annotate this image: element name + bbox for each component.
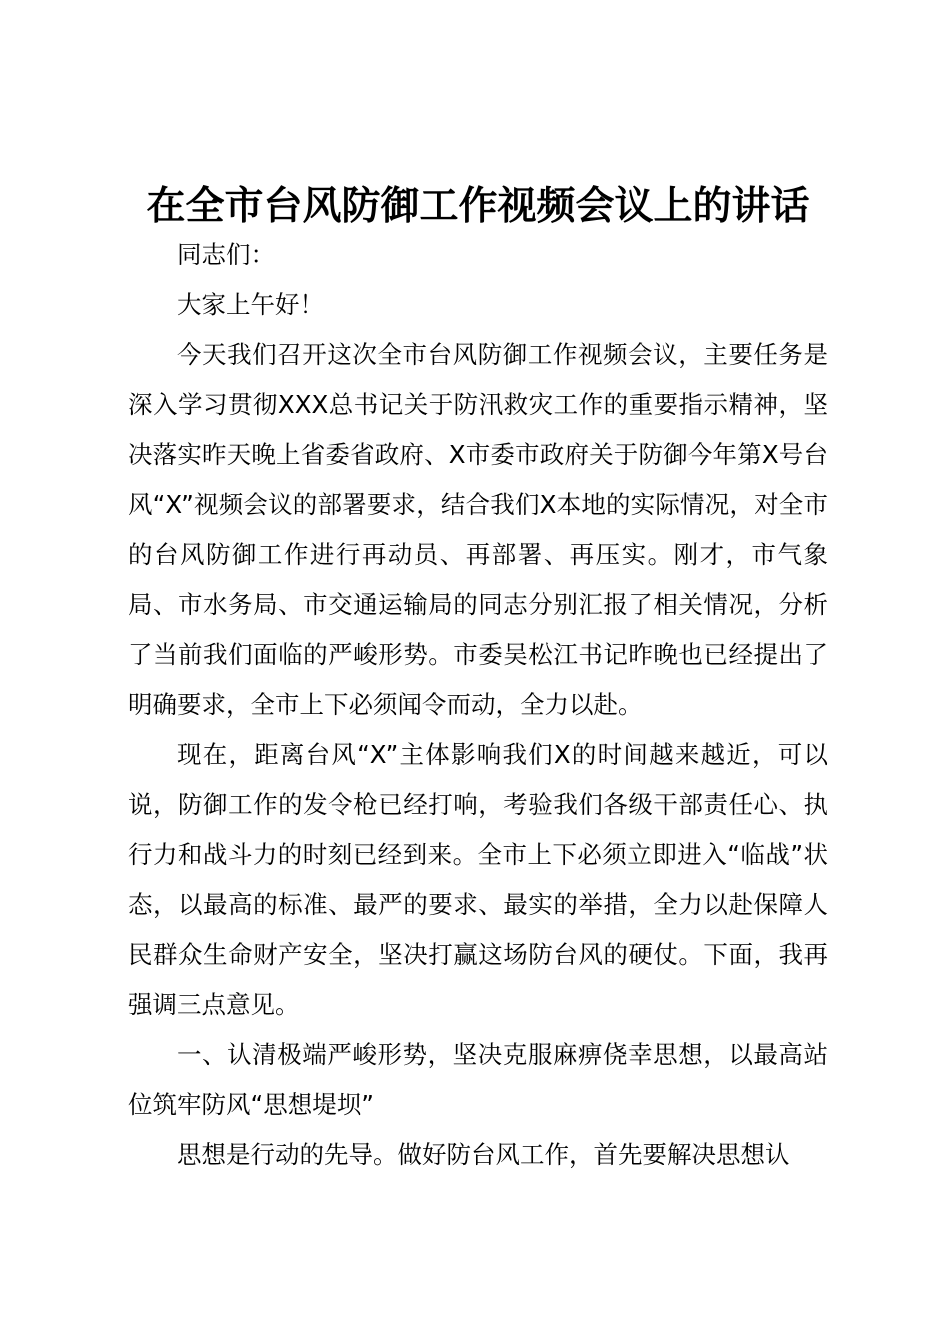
document-body: [128, 230, 828, 1180]
greeting: 大家上午好！: [177, 290, 324, 319]
paragraph-meeting-purpose: 今天我们召开这次全市台风防御工作视频会议，主要任务是深入学习贯彻XXX总书记关于防汛救灾工作的重要指示精神，坚决落实昨天晚上省委省政府、X市委市政府关于防御今年第X号台风“X”视频会议的部署要求，结合我们X本地的实际情况，对全市的台风防御工作进行再动员、再部署、再压实。刚才，市气象局、市水务局、市交通运输局的同志分别汇报了相关情况，分析了当前我们面临的严峻形势。市委吴松江书记昨晚也已经提出了明确要求，全市上下必须闻令而动，全力以赴。: [128, 340, 828, 719]
document-title: 在全市台风防御工作视频会议上的讲话: [146, 183, 810, 229]
salutation: 同志们：: [177, 240, 275, 269]
paragraph-section-1-intro: 思想是行动的先导。做好防台风工作，首先要解决思想认: [177, 1140, 790, 1169]
paragraph-current-situation: 现在，距离台风“X”主体影响我们X的时间越来越近，可以说，防御工作的发令枪已经打响，考验我们各级干部责任心、执行力和战斗力的时刻已经到来。全市上下必须立即进入“临战”状态，以最高的标准、最严的要求、最实的举措，全力以赴保障人民群众生命财产安全，坚决打赢这场防台风的硬仗。下面，我再强调三点意见。: [128, 740, 828, 1019]
section-heading-1: 一、认清极端严峻形势，坚决克服麻痹侥幸思想，以最高站位筑牢防风“思想堤坝”: [128, 1040, 828, 1119]
